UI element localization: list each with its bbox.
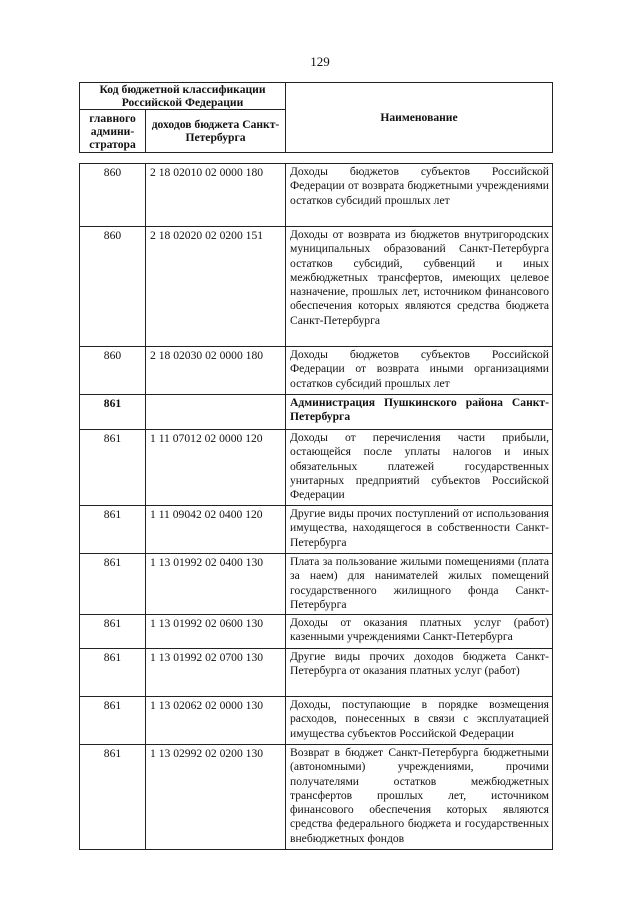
cell-admin-code: 861 <box>80 649 146 697</box>
cell-income-code: 2 18 02030 02 0000 180 <box>146 347 286 395</box>
cell-admin-code: 860 <box>80 164 146 227</box>
cell-name: Плата за пользование жилыми помещениями (плата за наем) для нанимателей жилых помещений государственного жилищного фонда Санкт-Петербурга <box>286 554 553 615</box>
cell-income-code: 1 11 07012 02 0000 120 <box>146 430 286 506</box>
table-row <box>80 395 553 430</box>
header-col-admin: главного админи-стратора <box>80 110 146 153</box>
cell-admin-code: 861 <box>80 615 146 649</box>
cell-income-code: 1 13 01992 02 0700 130 <box>146 649 286 697</box>
cell-name: Доходы от оказания платных услуг (работ) казенными учреждениями Санкт-Петербурга <box>286 615 553 649</box>
cell-income-code <box>146 395 286 430</box>
cell-name: Другие виды прочих поступлений от использования имущества, находящегося в собственности Санкт-Петербурга <box>286 506 553 554</box>
table-row <box>80 649 553 697</box>
table-row <box>80 506 553 554</box>
cell-name: Доходы от перечисления части прибыли, остающейся после уплаты налогов и иных обязательных платежей государственных унитарных предприятий субъектов Российской Федерации <box>286 430 553 506</box>
table-row <box>80 430 553 506</box>
cell-admin-code: 861 <box>80 745 146 850</box>
cell-name: Доходы бюджетов субъектов Российской Федерации от возврата иными организациями остатков субсидий прошлых лет <box>286 347 553 395</box>
cell-income-code: 2 18 02010 02 0000 180 <box>146 164 286 227</box>
cell-admin-code: 860 <box>80 347 146 395</box>
cell-admin-code: 861 <box>80 554 146 615</box>
budget-table <box>79 163 553 850</box>
table-row <box>80 554 553 615</box>
header-col-code: доходов бюджета Санкт-Петербурга <box>146 110 286 153</box>
cell-income-code: 1 11 09042 02 0400 120 <box>146 506 286 554</box>
cell-admin-code: 860 <box>80 227 146 347</box>
header-group-title: Код бюджетной классификации Российской Федерации <box>80 83 286 110</box>
cell-income-code: 1 13 02062 02 0000 130 <box>146 697 286 745</box>
cell-income-code: 1 13 02992 02 0200 130 <box>146 745 286 850</box>
cell-income-code: 1 13 01992 02 0400 130 <box>146 554 286 615</box>
cell-income-code: 2 18 02020 02 0200 151 <box>146 227 286 347</box>
cell-admin-code: 861 <box>80 395 146 430</box>
cell-admin-code: 861 <box>80 506 146 554</box>
cell-name: Администрация Пушкинского района Санкт-Петербурга <box>286 395 553 430</box>
cell-admin-code: 861 <box>80 430 146 506</box>
cell-name: Доходы бюджетов субъектов Российской Федерации от возврата бюджетными учреждениями остатков субсидий прошлых лет <box>286 164 553 227</box>
cell-name: Доходы, поступающие в порядке возмещения расходов, понесенных в связи с эксплуатацией имущества субъектов Российской Федерации <box>286 697 553 745</box>
table-row <box>80 697 553 745</box>
cell-income-code: 1 13 01992 02 0600 130 <box>146 615 286 649</box>
table-row <box>80 347 553 395</box>
header-col-name: Наименование <box>286 83 553 153</box>
page-number: 129 <box>310 54 330 69</box>
cell-name: Возврат в бюджет Санкт-Петербурга бюджетными (автономными) учреждениями, прочими получателями остатков межбюджетных трансфертов прошлых лет, источником финансового обеспечения которых являются средства федерального бюджета и государственных внебюджетных фондов <box>286 745 553 850</box>
table-row <box>80 745 553 850</box>
table-row <box>80 615 553 649</box>
cell-name: Доходы от возврата из бюджетов внутригородских муниципальных образований Санкт-Петербурга остатков субсидий, субвенций и иных межбюджетных трансфертов, имеющих целевое назначение, прошлых лет, источником финансового обеспечения которых являются средства бюджета Санкт-Петербурга <box>286 227 553 347</box>
table-header <box>79 82 553 153</box>
table-row <box>80 227 553 347</box>
table-row <box>80 164 553 227</box>
cell-admin-code: 861 <box>80 697 146 745</box>
cell-name: Другие виды прочих доходов бюджета Санкт-Петербурга от оказания платных услуг (работ) <box>286 649 553 697</box>
